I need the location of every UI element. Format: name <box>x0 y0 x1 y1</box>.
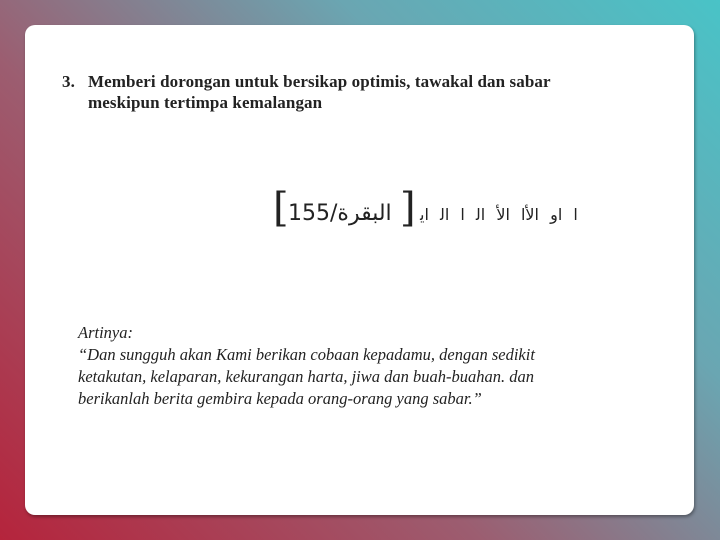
translation-line-2: ketakutan, kelaparan, kekurangan harta, jiwa dan buah-buahan. dan <box>78 367 534 386</box>
arabic-verse-text: ﺍ ﺍﻭ ﺍﻷﺍ ﺍﻷ ﺍﻟ ﺍ ﺍﻟ ﺍﻳ <box>420 205 578 224</box>
translation-line-1: “Dan sungguh akan Kami berikan cobaan kepadamu, dengan sedikit <box>78 345 535 364</box>
point-line-1 <box>62 71 652 92</box>
bracket-open: [ <box>273 185 289 231</box>
point-text-line-2: meskipun tertimpa kemalangan <box>88 93 323 112</box>
quran-verse <box>270 183 630 243</box>
point-number: 3. <box>62 72 75 91</box>
translation-block <box>78 322 658 410</box>
point-text-line-1: Memberi dorongan untuk bersikap optimis, tawakal dan sabar <box>88 72 551 91</box>
verse-citation: البقرة/155 <box>288 201 392 226</box>
translation-label: Artinya: <box>78 323 133 342</box>
point-3 <box>62 71 652 113</box>
bracket-close: ] <box>400 185 416 231</box>
translation-line-3: berikanlah berita gembira kepada orang-orang yang sabar.” <box>78 389 482 408</box>
